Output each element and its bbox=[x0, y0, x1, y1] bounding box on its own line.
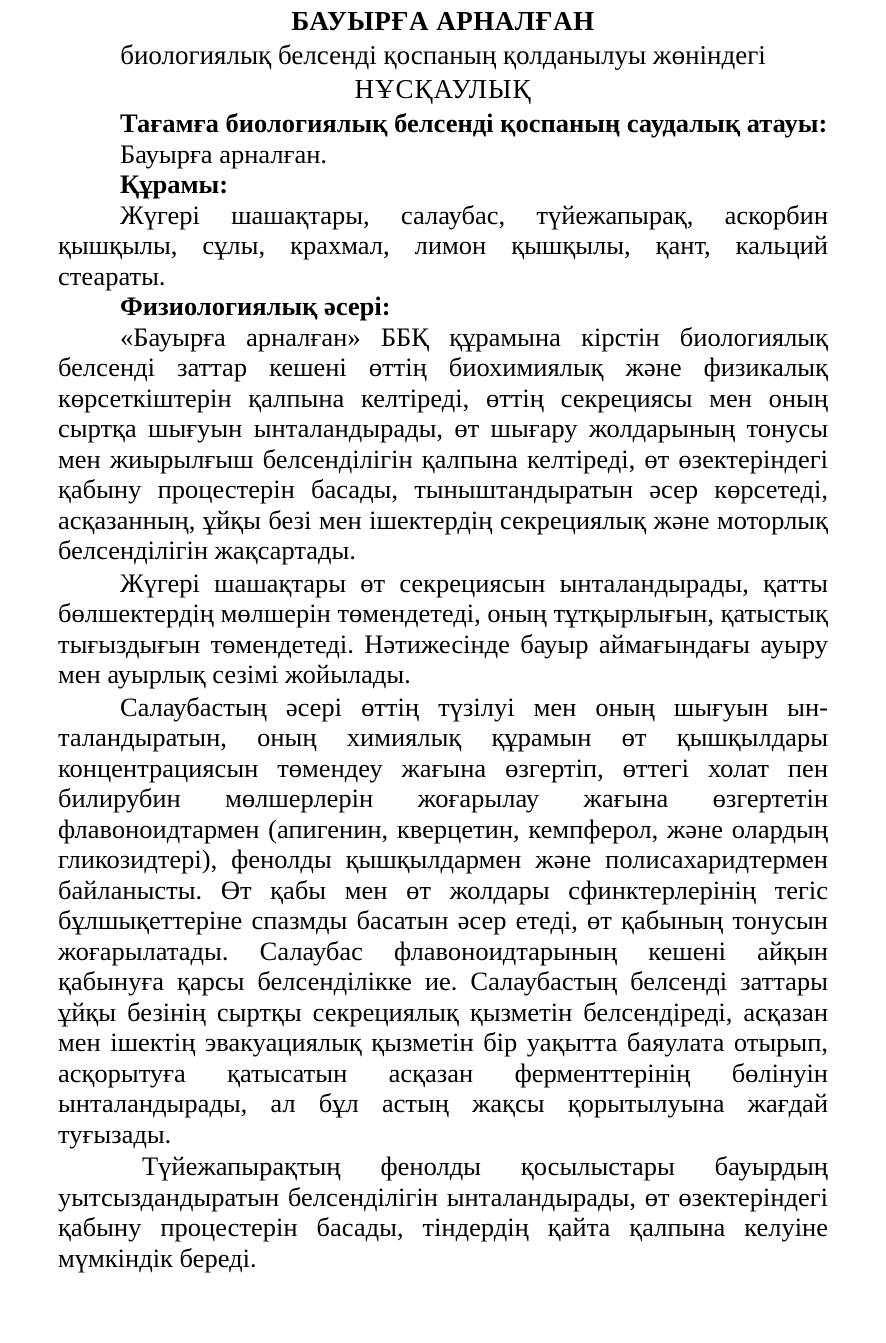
composition-heading: Құрамы: bbox=[120, 169, 229, 199]
effect-heading: Физиологиялық әсері: bbox=[120, 291, 391, 321]
effect-paragraph: «Бауырға арналған» ББҚ құрамына кірстін биологиялық белсенді заттар кешені өттің биохимиялық және физикалық көрсеткіштерін қалпына келтіреді, өттің секрециясы мен оның сыртқа шығуын ынталандырады, өт шығару жолдарының тонусы мен жиырылғыш белсенділігін қалпына келтіреді, өт өзектеріндегі қабыну процестерін басады, тыныштандыратын әсер көрсетеді, асқазанның, ұйқы безі мен ішектердің секрециялық және моторлық белсенділігін жақсартады. bbox=[58, 321, 828, 565]
trade-name-text: Бауырға арналған. bbox=[120, 138, 328, 169]
effect-paragraph: Түйежапырақтың фенолды қосылыстары бауырдың уытсыздандыратын белсенділігін ынталандырады, өт өзектеріндегі қабыну процестерін басады, тіндердің қайта қалпына келуіне мүмкіндік береді. bbox=[58, 1151, 828, 1273]
effect-paragraph: Жүгері шашақтары өт секрециясын ынталандырады, қатты бөлшектердің мөлшерін төмендетеді, оның тұтқырлығын, қатыстық тығыздығын төмендетеді. Нәтижесінде бауыр аймағындағы ауыру мен ауырлық сезімі жойылады. bbox=[58, 567, 828, 689]
trade-name-heading: Тағамға биологиялық белсенді қоспаның саудалық атауы: bbox=[120, 108, 828, 138]
composition-text: Жүгері шашақтары, салаубас, түйежапырақ, аскорбин қышқылы, сұлы, крахмал, лимон қышқылы, қант, кальций стеараты. bbox=[58, 199, 828, 291]
document-subtitle: биологиялық белсенді қоспаның қолданылуы жөніндегі bbox=[120, 40, 766, 70]
document-type: НҰСҚАУЛЫҚ bbox=[354, 74, 532, 104]
document-title: БАУЫРҒА АРНАЛҒАН bbox=[291, 6, 595, 36]
effect-paragraph: Салаубастың әсері өттің түзілуі мен оның шығуын ынталандыратын, оның химиялық құрамын өт қышқылдары концентрациясын төмендеу жағына өзгертіп, өттегі холат пен билирубин мөлшерлерін жоғарылау жағына өзгертетін флавоноидтармен (апигенин, кверцетин, кемпферол, және олардың гликозидтері), фенолды қышқылдармен және полисахаридтермен байланысты. Өт қабы мен өт жолдары сфинктерлерінің тегіс бұлшықеттеріне спазмды басатын әсер етеді, өт қабының тонусын жоғарылатады. Салаубас флавоноидтарының кешені айқын қабынуға қарсы белсенділікке ие. Салаубастың белсенді заттары ұйқы безінің сыртқы секрециялық қызметін белсендіреді, асқазан мен ішектің эвакуациялық қызметін бір уақытта баяулата отырып, асқорытуға қатысатын асқазан ферменттерінің бөлінуін ынталандырады, ал бұл астың жақсы қорытылуына жағдай туғызады. bbox=[58, 691, 828, 1149]
